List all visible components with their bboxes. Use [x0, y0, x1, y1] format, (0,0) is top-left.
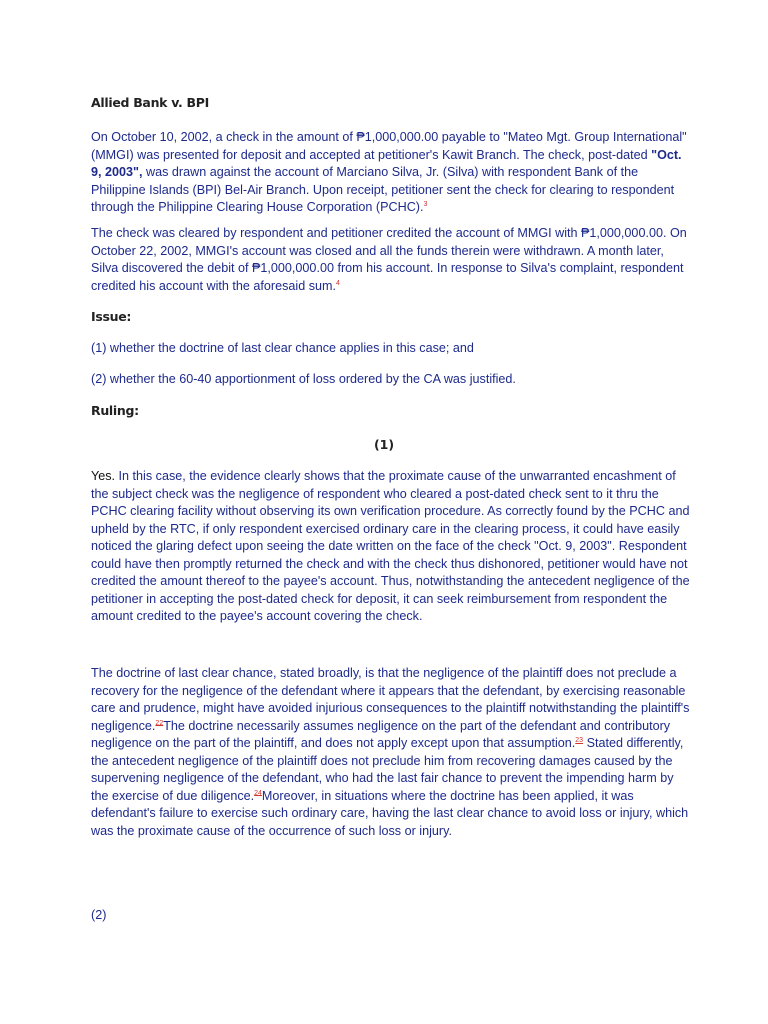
facts-1-text-b: was drawn against the account of Marciano Silva, Jr. (Silva) with respondent Bank of the Philippine Islands (BPI) Bel-Air Branch. Upon receipt, petitioner sent the check for clearing to respondent through the Philippine Clearing House Corporation (PCHC). [91, 165, 675, 214]
doctrine-text-c: Stated differently, the antecedent negligence of the plaintiff does not preclude him from recovering damages caused by the supervening negligence of the defendant, who had the last fair chance to prevent the impending harm by the exercise of due diligence. [91, 736, 684, 803]
ruling-heading: Ruling: [91, 403, 139, 418]
footnote-ref-23[interactable]: 23 [575, 736, 584, 744]
footnote-ref-24[interactable]: 24 [254, 789, 262, 797]
facts-paragraph-2 [91, 225, 691, 295]
case-title: Allied Bank v. BPI [91, 95, 210, 110]
doctrine-text-b: The doctrine necessarily assumes negligence on the part of the defendant and contributory negligence on the part of the plaintiff, and does not apply except upon that assumption. [91, 718, 671, 750]
facts-2-text: The check was cleared by respondent and petitioner credited the account of MMGI with ₱1,000,000.00. On October 22, 2002, MMGI's account was closed and all the funds therein were withdrawn. A month later, Silva discovered the debit of ₱1,000,000.00 from his account. In response to Silva's complaint, respondent credited his account with the aforesaid sum. [91, 226, 687, 293]
footnote-ref-3[interactable]: 3 [423, 200, 428, 208]
doctrine-text-a: The doctrine of last clear chance, stated broadly, is that the negligence of the plaintiff does not preclude a recovery for the negligence of the defendant where it appears that the defendant, by exercising reasonable care and prudence, might have avoided injurious consequences to the plaintiff notwithstanding the plaintiff's negligence. [91, 666, 690, 733]
issue-heading: Issue: [91, 309, 132, 324]
ruling-1-text: In this case, the evidence clearly shows that the proximate cause of the unwarranted encashment of the subject check was the negligence of respondent who cleared a post-dated check sent to it thru the PCHC clearing facility without observing its own verification procedure. As correctly found by the PCHC and upheld by the RTC, if only respondent exercised ordinary care in the clearing process, it could have easily noticed the glaring defect upon seeing the date written on the face of the check "Oct. 9, 2003". Respondent could have then promptly returned the check and with the check thus dishonored, petitioner would have not credited the amount thereof to the payee's account. Thus, notwithstanding the antecedent negligence of the petitioner in accepting the post-dated check for deposit, it can seek reimbursement from respondent the amount credited to the payee's account covering the check. [91, 469, 690, 623]
facts-1-text-a: On October 10, 2002, a check in the amount of ₱1,000,000.00 payable to "Mateo Mgt. Group International" (MMGI) was presented for deposit and accepted at petitioner's Kawit Branch. The check, post-dated [91, 130, 687, 162]
issue-item-2: (2) whether the 60-40 apportionment of loss ordered by the CA was justified. [91, 372, 516, 386]
post-date-bold: "Oct. 9, 2003", [91, 147, 682, 179]
facts-paragraph-1 [91, 129, 691, 217]
footnote-ref-22[interactable]: 22 [155, 719, 164, 727]
issue-item-1: (1) whether the doctrine of last clear chance applies in this case; and [91, 341, 474, 355]
ruling-1-paragraph [91, 468, 691, 626]
ruling-1-yes: Yes. [91, 469, 116, 483]
doctrine-paragraph [91, 665, 691, 840]
ruling-2-marker: (2) [91, 908, 107, 922]
doctrine-text-d: Moreover, in situations where the doctrine has been applied, it was defendant's failure to exercise such ordinary care, having the last clear chance to avoid loss or injury, which was the proximate cause of the occurrence of such loss or injury. [91, 788, 689, 838]
ruling-1-marker: (1) [373, 437, 395, 452]
footnote-ref-4[interactable]: 4 [336, 279, 340, 287]
